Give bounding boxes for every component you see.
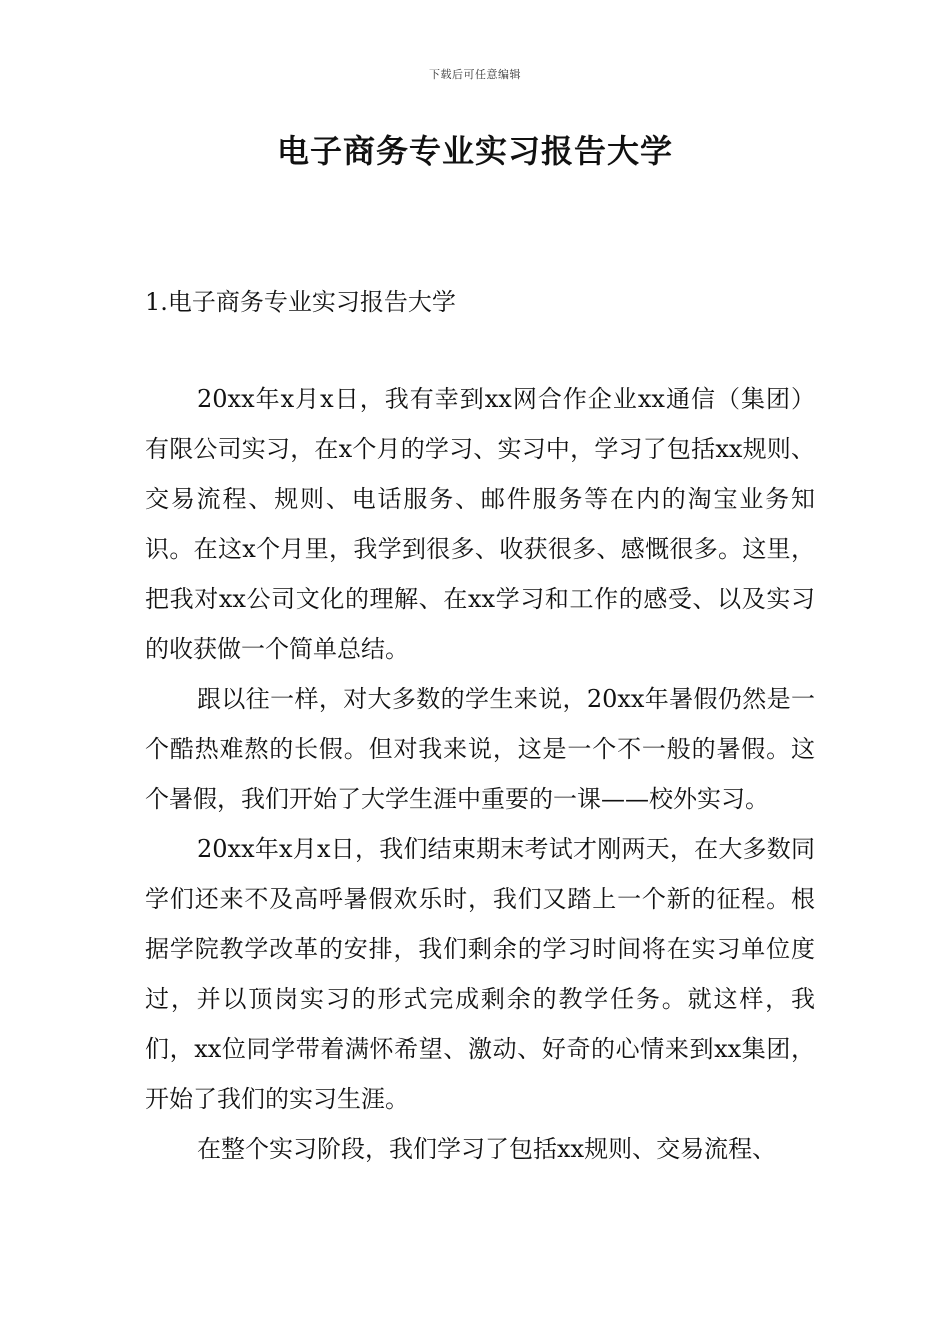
- section-heading: 1.电子商务专业实习报告大学: [145, 288, 456, 316]
- paragraph-1: 20xx年x月x日，我有幸到xx网合作企业xx通信（集团）有限公司实习，在x个月的学习、实习中，学习了包括xx规则、交易流程、规则、电话服务、邮件服务等在内的淘宝业务知识。在这x个月里，我学到很多、收获很多、感慨很多。这里，把我对xx公司文化的理解、在xx学习和工作的感受、以及实习的收获做一个简单总结。: [145, 385, 815, 663]
- header-note: 下载后可任意编辑: [429, 68, 521, 81]
- paragraph-2: 跟以往一样，对大多数的学生来说，20xx年暑假仍然是一个酷热难熬的长假。但对我来说，这是一个不一般的暑假。这个暑假，我们开始了大学生涯中重要的一课——校外实习。: [145, 685, 815, 813]
- document-body: [145, 374, 815, 1174]
- paragraph-3: 20xx年x月x日，我们结束期末考试才刚两天，在大多数同学们还来不及高呼暑假欢乐时，我们又踏上一个新的征程。根据学院教学改革的安排，我们剩余的学习时间将在实习单位度过，并以顶岗实习的形式完成剩余的教学任务。就这样，我们，xx位同学带着满怀希望、激动、好奇的心情来到xx集团，开始了我们的实习生涯。: [145, 835, 815, 1113]
- paragraph-4: 在整个实习阶段，我们学习了包括xx规则、交易流程、: [197, 1135, 777, 1163]
- document-title: 电子商务专业实习报告大学: [276, 132, 673, 170]
